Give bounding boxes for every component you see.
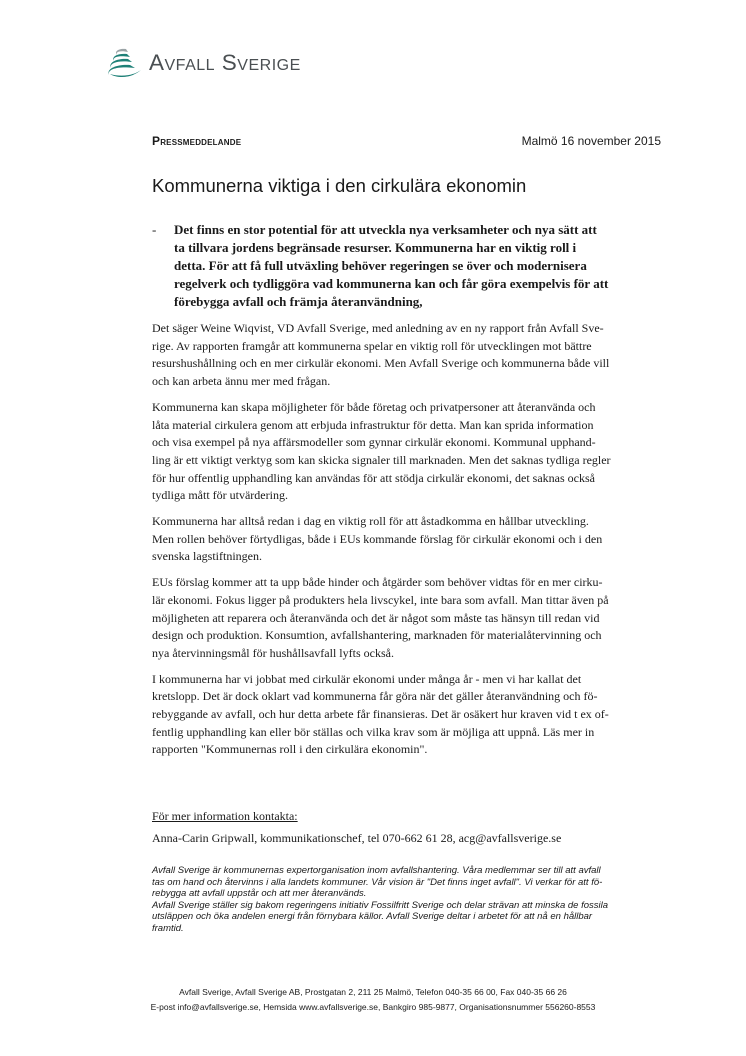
body-line: och visa exempel på nya affärsmodeller som gynnar cirkulär ekonomi. Kommunal upphand-: [152, 435, 596, 450]
press-date: Malmö 16 november 2015: [521, 134, 661, 148]
body-line: Kommunerna kan skapa möjligheter för både företag och privatpersoner att återanvända och: [152, 399, 596, 414]
page-title: Kommunerna viktiga i den cirkulära ekonomin: [152, 175, 527, 196]
body-line: Men rollen behöver förtydligas, både i EUs kommande förslag för cirkulär ekonomi och i den: [152, 531, 603, 546]
body-line: och kan arbeta ännu mer med frågan.: [152, 374, 331, 389]
logo-swoosh-icon: [106, 46, 144, 80]
body-line: möjligheten att reparera och återanvända och det är något som måste tas hänsyn till redan vid: [152, 610, 600, 625]
body-line: I kommunerna har vi jobbat med cirkulär ekonomi under många år - men vi har kallat det: [152, 671, 582, 686]
lead-line: regelverk och tydliggöra vad kommunerna kan och får göra exempelvis för att: [174, 276, 609, 291]
body-paragraph: [152, 399, 672, 505]
about-paragraph: [152, 865, 702, 900]
footer-contact-info: E-post info@avfallsverige.se, Hemsida www.avfallsverige.se, Bankgiro 985-9877, Organisationsnummer 556260-8553: [150, 1002, 596, 1012]
body-paragraph: [152, 574, 672, 663]
lead-line: förebygga avfall och främja återanvändning,: [174, 294, 423, 309]
body-line: Kommunerna har alltså redan i dag en viktig roll för att åstadkomma en hållbar utveckling.: [152, 514, 589, 529]
body-line: för hur offentlig upphandling kan användas för att stödja cirkulär ekonomi, det saknas också: [152, 470, 595, 485]
lead-paragraph: [174, 221, 674, 311]
about-line: utsläppen och öka andelen energi från förnybara källor. Avfall Sverige deltar i arbetet för att nå en hållbar: [152, 911, 593, 923]
body-line: tydliga mått för utvärdering.: [152, 488, 288, 503]
body-paragraph: [152, 671, 672, 760]
body-line: låta material cirkulera genom att erbjuda infrastruktur för detta. Man kan sprida information: [152, 417, 594, 432]
contact-heading: För mer information kontakta:: [152, 809, 298, 823]
lead-line: Det finns en stor potential för att utveckla nya verksamheter och nya sätt att: [174, 222, 597, 237]
footer-address: Avfall Sverige, Avfall Sverige AB, Prostgatan 2, 211 25 Malmö, Telefon 040-35 66 00, Fax 040-35 66 26: [179, 987, 567, 997]
about-line: Avfall Sverige är kommunernas expertorganisation inom avfallshantering. Våra medlemmar ser till att avfall: [152, 865, 601, 876]
about-line: tas om hand och återvinns i alla landets kommuner. Vår vision är "Det finns inget avfall". Vi verkar för att fö-: [152, 876, 603, 888]
about-organization: [152, 865, 702, 935]
body-text: [152, 320, 672, 767]
body-line: svenska lagstiftningen.: [152, 549, 262, 564]
body-line: ling är ett viktigt verktyg som kan skicka signaler till marknaden. Men det saknas tydliga regler: [152, 452, 611, 467]
body-line: resurshushållning och en mer cirkulär ekonomi. Men Avfall Sverige och kommunerna både vill: [152, 356, 610, 371]
about-paragraph: [152, 900, 702, 935]
body-paragraph: [152, 513, 672, 566]
body-paragraph: [152, 320, 672, 391]
body-line: rige. Av rapporten framgår att kommunerna spelar en viktig roll för utvecklingen mot bättre: [152, 338, 592, 353]
lead-line: detta. För att få full utväxling behöver regeringen se över och modernisera: [174, 258, 587, 273]
page-footer: [0, 985, 746, 1015]
company-logo: [106, 45, 301, 81]
about-line: framtid.: [152, 922, 184, 934]
body-line: Det säger Weine Wiqvist, VD Avfall Sverige, med anledning av en ny rapport från Avfall Sve-: [152, 321, 604, 335]
about-line: rebygga att avfall uppstår och att mer återanvänds.: [152, 888, 367, 900]
body-line: lär ekonomi. Fokus ligger på produkters hela livscykel, inte bara som avfall. Man tittar även på: [152, 592, 609, 607]
contact-details: Anna-Carin Gripwall, kommunikationschef, tel 070-662 61 28, acg@avfallsverige.se: [152, 831, 562, 845]
body-line: EUs förslag kommer att ta upp både hinder och åtgärder som behöver vidtas för en mer cirku-: [152, 575, 603, 590]
document-type-label: Pressmeddelande: [152, 134, 242, 148]
body-line: fentlig upphandling kan eller bör ställas och vilka krav som är möjliga att uppnå. Läs mer in: [152, 724, 595, 739]
lead-bullet-dash: -: [152, 222, 157, 237]
body-line: kretslopp. Det är dock oklart vad kommunerna får göra när det gäller återanvändning och fö-: [152, 689, 598, 704]
body-line: nya återvinningsmål för hushållsavfall lyfts också.: [152, 645, 394, 660]
body-line: design och produktion. Konsumtion, avfallshantering, marknaden för materialåtervinning och: [152, 628, 602, 643]
body-line: rebyggande av avfall, och hur detta arbete får finansieras. Det är osäkert hur kraven vid t ex of-: [152, 707, 609, 722]
about-line: Avfall Sverige ställer sig bakom regeringens initiativ Fossilfritt Sverige och delar strävan att minska de fossila: [152, 899, 609, 911]
lead-line: ta tillvara jordens begränsade resurser. Kommunerna har en viktig roll i: [174, 240, 577, 255]
logo-wordmark: Avfall Sverige: [149, 49, 301, 75]
body-line: rapporten "Kommunernas roll i den cirkulära ekonomin".: [152, 742, 428, 757]
